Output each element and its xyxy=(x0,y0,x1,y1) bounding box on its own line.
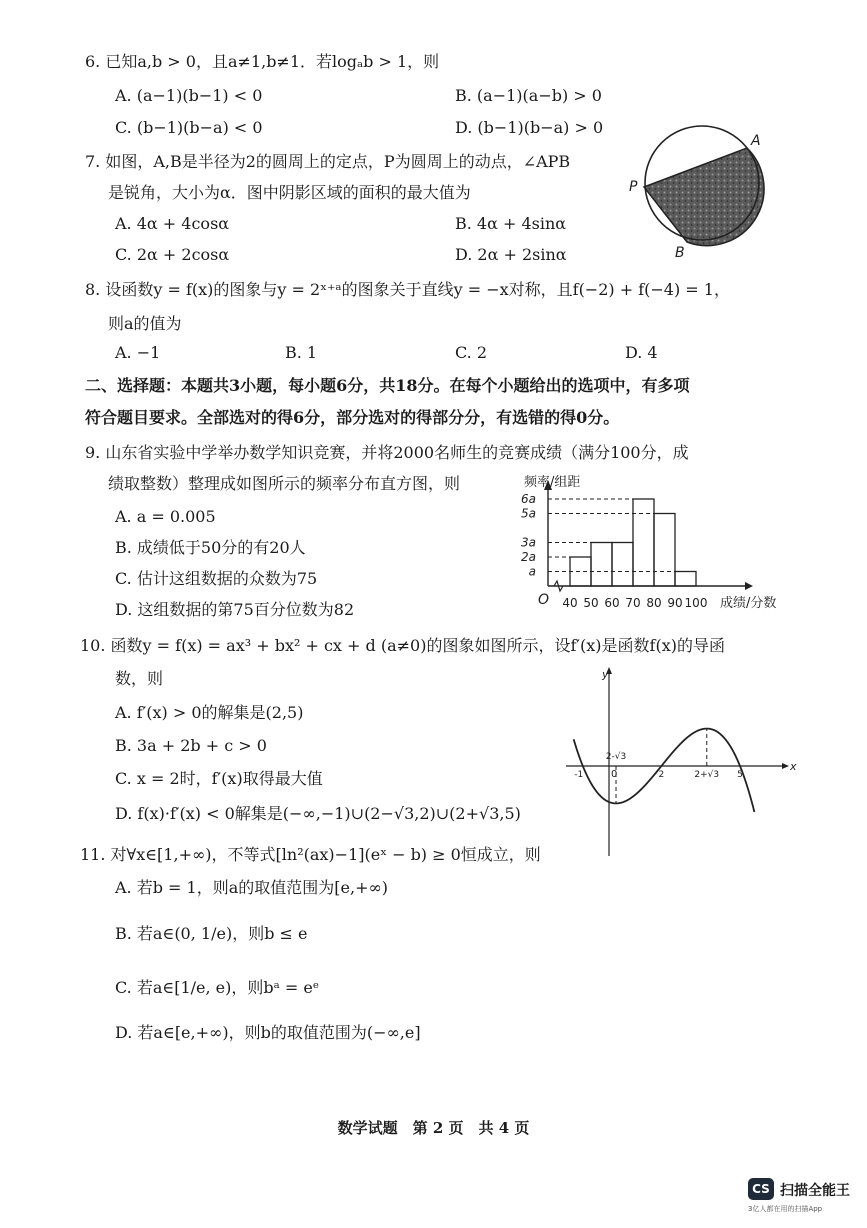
question-6-option-d: D. (b−1)(b−a) > 0 xyxy=(455,118,604,137)
question-7-option-c: C. 2α + 2cosα xyxy=(115,245,230,264)
question-8-option-c: C. 2 xyxy=(455,343,488,362)
x-tick-label: 80 xyxy=(646,596,662,610)
question-10-option-a: A. f′(x) > 0的解集是(2,5) xyxy=(115,703,304,722)
y-axis-label: 频率/组距 xyxy=(524,475,581,490)
camscanner-tagline: 3亿人都在用的扫描App xyxy=(748,1205,823,1213)
question-8-option-b: B. 1 xyxy=(285,343,318,362)
question-10-stem-line2: 数，则 xyxy=(115,669,164,688)
question-11-stem: 11. 对∀x∈[1,+∞)，不等式[ln²(ax)−1](eˣ − b) ≥ 0恒成立，则 xyxy=(80,845,541,864)
page-footer: 数学试题 第 2 页 共 4 页 xyxy=(337,1119,530,1137)
section-2-heading-line2: 符合题目要求。全部选对的得6分，部分选对的得部分分，有选错的得0分。 xyxy=(85,408,620,427)
x-tick-label: 100 xyxy=(684,596,708,610)
shaded-region xyxy=(644,148,764,246)
histogram-bar xyxy=(675,572,696,587)
histogram-bar xyxy=(654,514,675,587)
camscanner-logo: CS xyxy=(748,1178,774,1200)
x-axis-label: 成绩/分数 xyxy=(720,596,777,611)
y-tick-label: a xyxy=(528,564,536,579)
question-7-option-d: D. 2α + 2sinα xyxy=(455,245,567,264)
question-10-option-b: B. 3a + 2b + c > 0 xyxy=(115,736,267,755)
question-10-option-c: C. x = 2时，f′(x)取得最大值 xyxy=(115,769,323,788)
x-tick-label: -1 xyxy=(574,770,584,780)
question-9-option-d: D. 这组数据的第75百分位数为82 xyxy=(115,600,355,619)
question-10-option-d: D. f(x)·f′(x) < 0解集是(−∞,−1)∪(2−√3,2)∪(2+√3,5) xyxy=(115,804,521,823)
x-tick-label: 90 xyxy=(667,596,683,610)
y-axis-label: y xyxy=(602,668,609,681)
question-7-stem-line1: 7. 如图，A,B是半径为2的圆周上的定点，P为圆周上的动点，∠APB xyxy=(85,152,571,171)
x-axis-arrow xyxy=(745,582,753,590)
question-9-option-a: A. a = 0.005 xyxy=(115,507,216,526)
question-10-stem-line1: 10. 函数y = f(x) = ax³ + bx² + cx + d (a≠0)的图象如图所示，设f′(x)是函数f(x)的导函 xyxy=(80,636,725,655)
x-tick-label: 60 xyxy=(604,596,620,610)
circle-figure xyxy=(615,95,775,265)
x-axis-arrow xyxy=(782,763,789,769)
y-tick-label: 3a xyxy=(521,535,536,550)
x-tick-label: 50 xyxy=(583,596,599,610)
question-8-option-a: A. −1 xyxy=(115,343,161,362)
x-tick-label: 5 xyxy=(737,770,743,780)
question-9-stem-line2: 绩取整数）整理成如图所示的频率分布直方图，则 xyxy=(108,474,461,493)
question-7-stem-line2: 是锐角，大小为α．图中阴影区域的面积的最大值为 xyxy=(108,183,471,202)
histogram-bar xyxy=(633,499,654,586)
frequency-histogram xyxy=(520,468,800,618)
question-9-option-b: B. 成绩低于50分的有20人 xyxy=(115,538,306,557)
camscanner-name: 扫描全能王 xyxy=(780,1183,850,1199)
x-tick-label: 2+√3 xyxy=(694,770,720,780)
question-6-option-a: A. (a−1)(b−1) < 0 xyxy=(115,86,263,105)
question-6-stem: 6. 已知a,b > 0，且a≠1,b≠1．若logₐb > 1，则 xyxy=(85,52,440,71)
y-tick-label: 2a xyxy=(521,550,536,564)
origin-label: 0 xyxy=(611,769,618,780)
histogram-bar xyxy=(612,543,633,587)
x-tick-label: 2-√3 xyxy=(605,752,627,762)
histogram-bar xyxy=(591,543,612,587)
question-11-option-a: A. 若b = 1，则a的取值范围为[e,+∞) xyxy=(115,878,389,897)
x-tick-label: 40 xyxy=(562,596,578,610)
section-2-heading-line1: 二、选择题：本题共3小题，每小题6分，共18分。在每个小题给出的选项中，有多项 xyxy=(85,376,690,395)
y-tick-label: 6a xyxy=(521,492,536,506)
question-11-option-d: D. 若a∈[e,+∞)，则b的取值范围为(−∞,e] xyxy=(115,1023,421,1042)
label-b: B xyxy=(675,245,685,261)
question-7-option-a: A. 4α + 4cosα xyxy=(115,214,230,233)
label-a: A xyxy=(751,133,761,149)
question-6-option-c: C. (b−1)(b−a) < 0 xyxy=(115,118,263,137)
question-8-stem-line1: 8. 设函数y = f(x)的图象与y = 2ˣ⁺ᵃ的图象关于直线y = −x对称，且f(−2) + f(−4) = 1， xyxy=(85,280,730,299)
origin-label: O xyxy=(538,592,550,608)
x-tick-label: 2 xyxy=(658,770,665,780)
question-11-option-c: C. 若a∈[1/e, e)，则bᵃ = eᵉ xyxy=(115,978,320,997)
question-9-stem-line1: 9. 山东省实验中学举办数学知识竞赛，并将2000名师生的竞赛成绩（满分100分，成 xyxy=(85,443,689,462)
y-tick-label: 5a xyxy=(521,506,536,521)
label-p: P xyxy=(629,179,638,195)
x-axis-label: x xyxy=(790,760,797,773)
cubic-function-graph xyxy=(562,664,802,860)
question-9-option-c: C. 估计这组数据的众数为75 xyxy=(115,569,318,588)
x-tick-label: 70 xyxy=(625,596,641,610)
question-11-option-b: B. 若a∈(0, 1/e)，则b ≤ e xyxy=(115,924,308,943)
question-8-stem-line2: 则a的值为 xyxy=(108,314,182,333)
question-7-option-b: B. 4α + 4sinα xyxy=(455,214,567,233)
question-6-option-b: B. (a−1)(a−b) > 0 xyxy=(455,86,602,105)
histogram-bar xyxy=(570,557,591,586)
question-8-option-d: D. 4 xyxy=(625,343,658,362)
